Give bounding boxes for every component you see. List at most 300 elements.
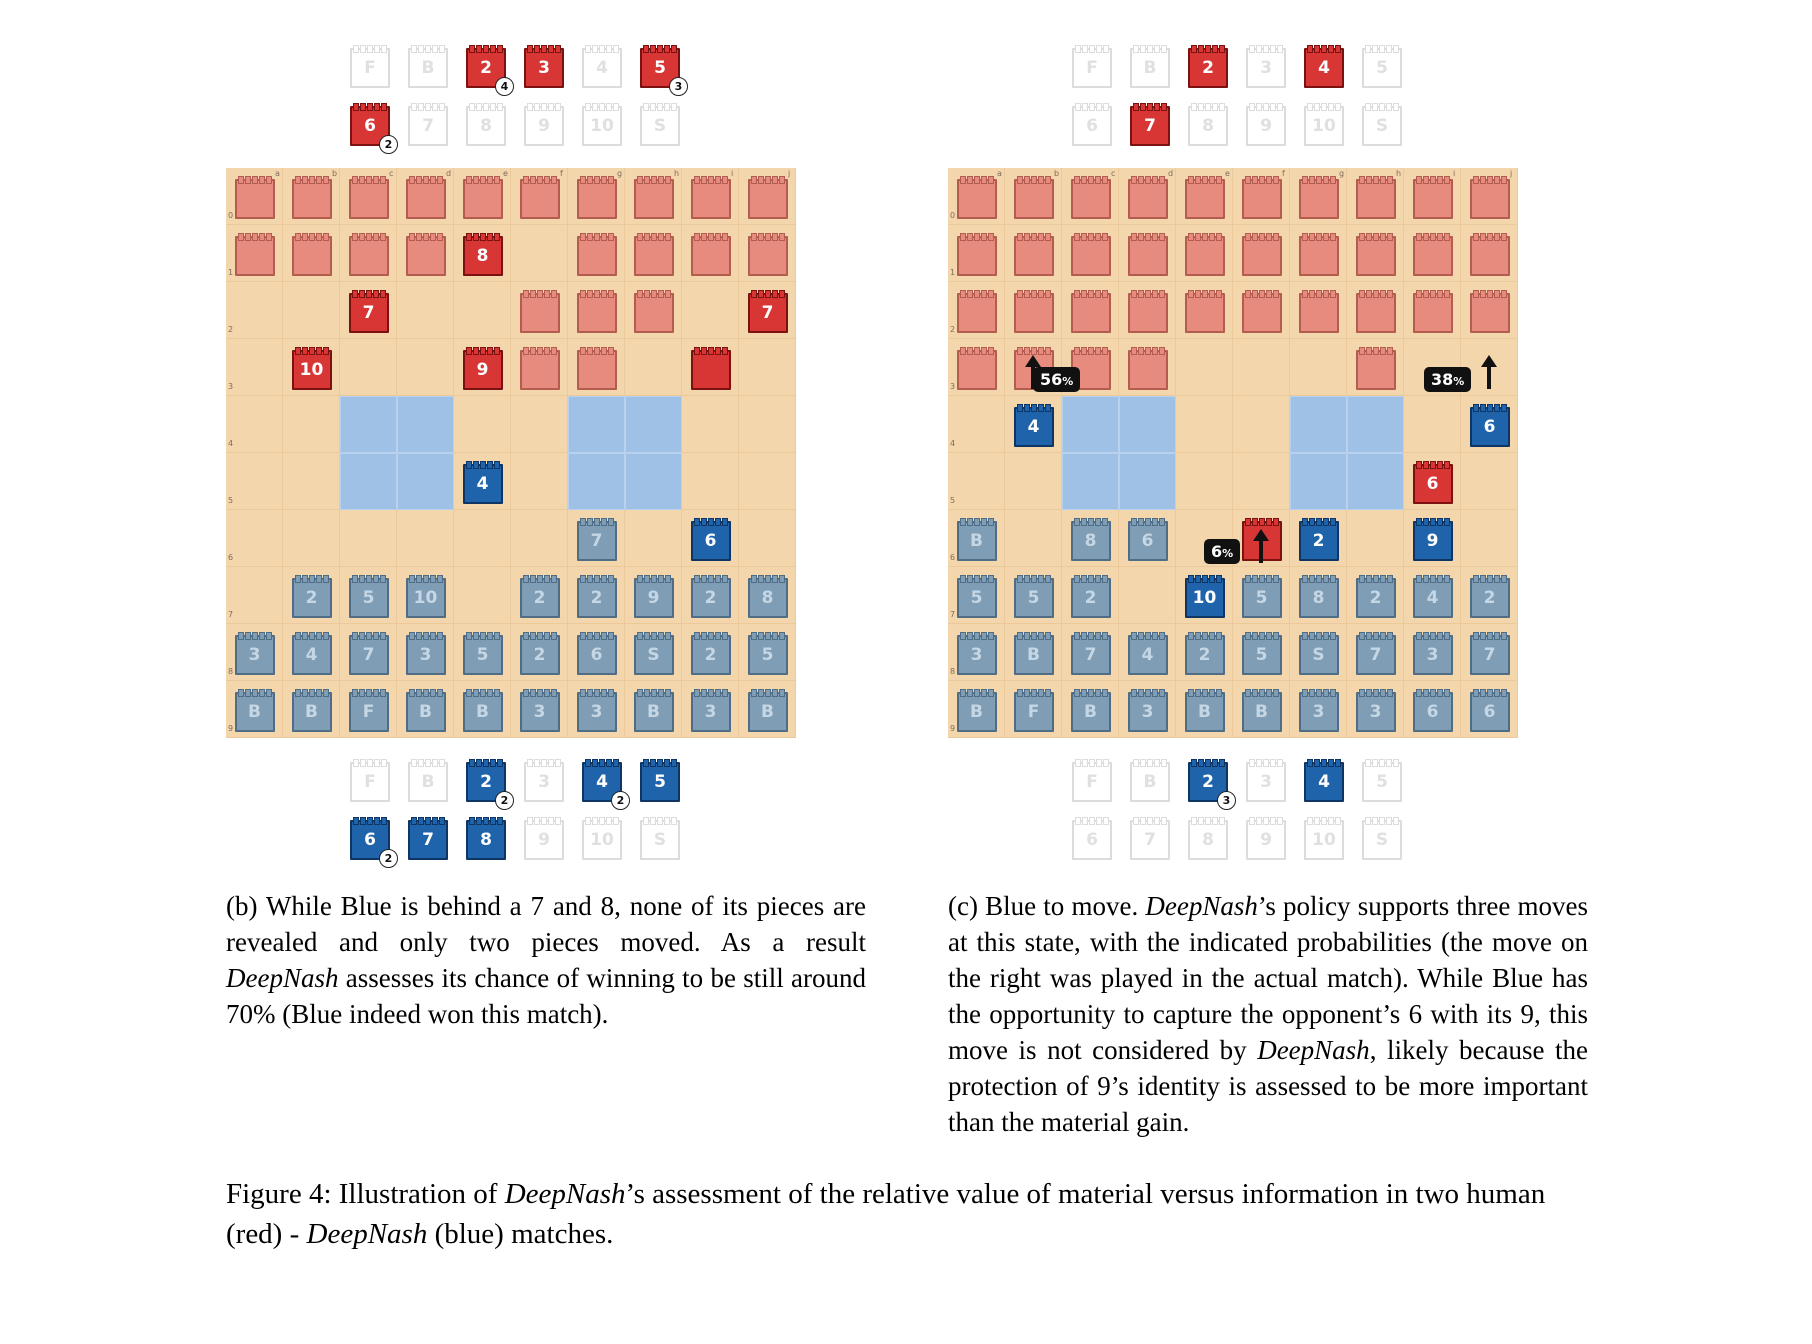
board-square[interactable] bbox=[1176, 339, 1233, 396]
blue-captured-piece-F bbox=[1072, 762, 1112, 802]
board-square[interactable] bbox=[1005, 453, 1062, 510]
piece-rank-label: 6 bbox=[1426, 473, 1439, 494]
blue-piece-4[interactable] bbox=[1413, 578, 1453, 618]
red-piece-hidden bbox=[1014, 236, 1054, 276]
blue-piece-3[interactable] bbox=[577, 692, 617, 732]
blue-piece-3[interactable] bbox=[957, 635, 997, 675]
piece-rank-label: 7 bbox=[362, 302, 375, 323]
piece-rank-label: 3 bbox=[704, 701, 717, 722]
blue-piece-3[interactable] bbox=[1356, 692, 1396, 732]
board-square[interactable] bbox=[511, 396, 568, 453]
subfigure-caption-b: (b) While Blue is behind a 7 and 8, none of its pieces are revealed and only two pieces moved. As a result DeepNash assesses its chance of winning to be still around 70% (Blue indeed won this match). bbox=[226, 891, 866, 1029]
board-square[interactable] bbox=[511, 453, 568, 510]
red-piece-hidden bbox=[577, 236, 617, 276]
blue-piece-6[interactable] bbox=[1128, 521, 1168, 561]
red-piece-hidden bbox=[691, 236, 731, 276]
piece-rank-label: 3 bbox=[1260, 58, 1272, 78]
red-piece-hidden bbox=[691, 179, 731, 219]
red-piece-hidden bbox=[748, 236, 788, 276]
lake-area bbox=[568, 396, 682, 510]
board-square[interactable] bbox=[340, 510, 397, 567]
board-square[interactable] bbox=[226, 396, 283, 453]
blue-piece-B[interactable] bbox=[292, 692, 332, 732]
red-captured-piece-F bbox=[1072, 48, 1112, 88]
piece-rank-label: 2 bbox=[480, 58, 492, 78]
red-captured-piece-5 bbox=[640, 48, 683, 93]
blue-captured-piece-2[interactable] bbox=[466, 762, 509, 807]
piece-rank-label: 5 bbox=[362, 587, 375, 608]
red-piece-7 bbox=[748, 293, 788, 333]
blue-piece-2[interactable] bbox=[1299, 521, 1339, 561]
board-square[interactable] bbox=[283, 453, 340, 510]
move-arrow-icon bbox=[1259, 539, 1263, 563]
blue-piece-B[interactable] bbox=[1071, 692, 1111, 732]
row-label: 6 bbox=[950, 553, 956, 562]
piece-rank-label: 2 bbox=[704, 644, 717, 665]
blue-piece-10[interactable] bbox=[406, 578, 446, 618]
blue-piece-S[interactable] bbox=[634, 635, 674, 675]
blue-piece-B[interactable] bbox=[1185, 692, 1225, 732]
blue-captured-piece-8[interactable] bbox=[466, 820, 506, 860]
piece-rank-label: 2 bbox=[590, 587, 603, 608]
piece-rank-label: 6 bbox=[704, 530, 717, 551]
blue-piece-8[interactable] bbox=[1299, 578, 1339, 618]
board-square[interactable] bbox=[1461, 453, 1518, 510]
row-label: 4 bbox=[950, 439, 956, 448]
piece-rank-label: 10 bbox=[299, 359, 324, 380]
lake-square bbox=[568, 396, 625, 453]
blue-piece-6[interactable] bbox=[1470, 692, 1510, 732]
column-label: e bbox=[503, 169, 508, 178]
move-probability-label: 38% bbox=[1424, 367, 1471, 392]
red-piece-hidden bbox=[520, 179, 560, 219]
red-captured-piece-8 bbox=[466, 106, 506, 146]
board-square[interactable] bbox=[226, 510, 283, 567]
piece-rank-label: 2 bbox=[480, 772, 492, 792]
column-label: g bbox=[617, 169, 623, 178]
blue-piece-B[interactable] bbox=[1242, 692, 1282, 732]
board-square[interactable] bbox=[454, 282, 511, 339]
blue-piece-7[interactable] bbox=[1470, 635, 1510, 675]
board-square[interactable] bbox=[226, 453, 283, 510]
lake-square bbox=[1347, 453, 1404, 510]
blue-piece-7[interactable] bbox=[1356, 635, 1396, 675]
piece-rank-label: F bbox=[362, 701, 375, 722]
red-captured-piece-2 bbox=[466, 48, 509, 93]
piece-rank-label: F bbox=[1086, 772, 1098, 792]
piece-rank-label: B bbox=[970, 530, 983, 551]
blue-captured-piece-4[interactable] bbox=[582, 762, 625, 807]
blue-piece-2[interactable] bbox=[691, 635, 731, 675]
column-label: g bbox=[1339, 169, 1345, 178]
piece-rank-label: 6 bbox=[1141, 530, 1154, 551]
blue-piece-3[interactable] bbox=[235, 635, 275, 675]
blue-piece-5[interactable] bbox=[748, 635, 788, 675]
red-piece-6 bbox=[1413, 464, 1453, 504]
lake-square bbox=[1119, 453, 1176, 510]
board-square[interactable] bbox=[739, 339, 796, 396]
board-square[interactable] bbox=[1461, 510, 1518, 567]
blue-piece-7[interactable] bbox=[577, 521, 617, 561]
lake-square bbox=[625, 453, 682, 510]
blue-piece-6[interactable] bbox=[1413, 692, 1453, 732]
board-square[interactable] bbox=[511, 510, 568, 567]
blue-captured-piece-10 bbox=[1304, 820, 1344, 860]
red-piece-hidden bbox=[1128, 293, 1168, 333]
blue-piece-S[interactable] bbox=[1299, 635, 1339, 675]
red-piece-hidden bbox=[520, 350, 560, 390]
red-piece-hidden bbox=[577, 293, 617, 333]
piece-rank-label: 6 bbox=[1086, 830, 1098, 850]
piece-rank-label: 4 bbox=[1318, 772, 1330, 792]
red-piece-hidden bbox=[1185, 293, 1225, 333]
board-square[interactable] bbox=[283, 510, 340, 567]
lake-square bbox=[1347, 396, 1404, 453]
piece-rank-label: B bbox=[970, 701, 983, 722]
row-label: 2 bbox=[228, 325, 234, 334]
red-piece-hidden bbox=[1299, 293, 1339, 333]
board-square[interactable] bbox=[1404, 396, 1461, 453]
red-piece-hidden bbox=[1356, 236, 1396, 276]
blue-piece-3[interactable] bbox=[691, 692, 731, 732]
blue-piece-2[interactable] bbox=[1470, 578, 1510, 618]
column-label: f bbox=[560, 169, 563, 178]
piece-rank-label: S bbox=[653, 830, 667, 850]
piece-rank-label: 5 bbox=[476, 644, 489, 665]
board-square[interactable] bbox=[739, 510, 796, 567]
board-square[interactable] bbox=[682, 453, 739, 510]
red-captured-piece-3 bbox=[1246, 48, 1286, 88]
row-label: 0 bbox=[950, 211, 956, 220]
red-piece-hidden bbox=[1413, 236, 1453, 276]
blue-piece-4[interactable] bbox=[463, 464, 503, 504]
blue-captured-piece-10 bbox=[582, 820, 622, 860]
piece-rank-label: S bbox=[1375, 830, 1389, 850]
blue-piece-2[interactable] bbox=[1071, 578, 1111, 618]
piece-rank-label: 8 bbox=[480, 830, 492, 850]
blue-captured-piece-8 bbox=[1188, 820, 1228, 860]
blue-captured-piece-5[interactable] bbox=[640, 762, 680, 802]
blue-captured-piece-7[interactable] bbox=[408, 820, 448, 860]
board-square[interactable] bbox=[397, 282, 454, 339]
piece-rank-label: 3 bbox=[1369, 701, 1382, 722]
blue-piece-10[interactable] bbox=[1185, 578, 1225, 618]
blue-piece-B[interactable] bbox=[957, 692, 997, 732]
piece-rank-label: 3 bbox=[1260, 772, 1272, 792]
board-square[interactable] bbox=[1119, 567, 1176, 624]
captured-count-badge: 2 bbox=[495, 791, 514, 810]
board-square[interactable] bbox=[625, 339, 682, 396]
piece-rank-label: 3 bbox=[538, 58, 550, 78]
blue-piece-5[interactable] bbox=[1242, 635, 1282, 675]
blue-captured-piece-S bbox=[1362, 820, 1402, 860]
blue-captured-piece-6[interactable] bbox=[350, 820, 393, 865]
blue-piece-9[interactable] bbox=[634, 578, 674, 618]
blue-captured-piece-S bbox=[640, 820, 680, 860]
piece-rank-label: B bbox=[421, 772, 435, 792]
piece-rank-label: 9 bbox=[1260, 830, 1272, 850]
blue-piece-5[interactable] bbox=[957, 578, 997, 618]
blue-piece-5[interactable] bbox=[1242, 578, 1282, 618]
blue-piece-3[interactable] bbox=[1413, 635, 1453, 675]
blue-captured-piece-B bbox=[408, 762, 448, 802]
blue-piece-8[interactable] bbox=[748, 578, 788, 618]
red-captured-piece-4 bbox=[1304, 48, 1344, 88]
blue-piece-F[interactable] bbox=[1014, 692, 1054, 732]
piece-rank-label: 2 bbox=[533, 644, 546, 665]
red-piece-hidden bbox=[957, 350, 997, 390]
piece-rank-label: 3 bbox=[1141, 701, 1154, 722]
piece-rank-label: 3 bbox=[419, 644, 432, 665]
piece-rank-label: 3 bbox=[590, 701, 603, 722]
board-square[interactable] bbox=[226, 567, 283, 624]
board-square[interactable] bbox=[226, 282, 283, 339]
board-square[interactable] bbox=[454, 396, 511, 453]
blue-piece-2[interactable] bbox=[1356, 578, 1396, 618]
piece-rank-label: 4 bbox=[1141, 644, 1154, 665]
piece-rank-label: 9 bbox=[538, 830, 550, 850]
board-square[interactable] bbox=[1005, 510, 1062, 567]
piece-rank-label: 2 bbox=[1202, 58, 1214, 78]
piece-rank-label: 5 bbox=[970, 587, 983, 608]
piece-rank-label: 5 bbox=[761, 644, 774, 665]
red-piece-hidden bbox=[634, 236, 674, 276]
lake-square bbox=[625, 396, 682, 453]
red-piece-hidden bbox=[1299, 179, 1339, 219]
red-piece-hidden bbox=[1356, 293, 1396, 333]
move-probability-label: 6% bbox=[1204, 539, 1240, 564]
piece-rank-label: 8 bbox=[1202, 830, 1214, 850]
red-captured-piece-2 bbox=[1188, 48, 1228, 88]
red-captured-piece-8 bbox=[1188, 106, 1228, 146]
blue-piece-2[interactable] bbox=[1185, 635, 1225, 675]
piece-rank-label: 10 bbox=[413, 587, 438, 608]
board-square[interactable] bbox=[283, 282, 340, 339]
board-square[interactable] bbox=[397, 339, 454, 396]
board-square[interactable] bbox=[625, 510, 682, 567]
board-square[interactable] bbox=[1176, 396, 1233, 453]
blue-piece-8[interactable] bbox=[1071, 521, 1111, 561]
column-label: j bbox=[1510, 169, 1513, 178]
row-label: 9 bbox=[950, 724, 956, 733]
board-square[interactable] bbox=[226, 339, 283, 396]
board-square[interactable] bbox=[397, 510, 454, 567]
blue-piece-B[interactable] bbox=[463, 692, 503, 732]
red-captured-piece-6 bbox=[1072, 106, 1112, 146]
board-square[interactable] bbox=[454, 567, 511, 624]
red-piece-hidden bbox=[1128, 236, 1168, 276]
blue-piece-B[interactable] bbox=[406, 692, 446, 732]
red-captured-piece-10 bbox=[1304, 106, 1344, 146]
blue-piece-5[interactable] bbox=[349, 578, 389, 618]
board-square[interactable] bbox=[739, 453, 796, 510]
piece-rank-label: 3 bbox=[1312, 701, 1325, 722]
captured-count-badge: 4 bbox=[495, 77, 514, 96]
blue-piece-5[interactable] bbox=[1014, 578, 1054, 618]
red-piece-hidden bbox=[1299, 236, 1339, 276]
lake-square bbox=[1119, 396, 1176, 453]
red-captured-piece-B bbox=[1130, 48, 1170, 88]
board-square[interactable] bbox=[340, 339, 397, 396]
red-piece-hidden bbox=[957, 179, 997, 219]
red-piece-hidden bbox=[349, 236, 389, 276]
red-piece-hidden bbox=[1128, 179, 1168, 219]
blue-piece-F[interactable] bbox=[349, 692, 389, 732]
move-probability-label: 56% bbox=[1033, 367, 1080, 392]
board-square[interactable] bbox=[948, 453, 1005, 510]
blue-captured-piece-7 bbox=[1130, 820, 1170, 860]
board-square[interactable] bbox=[682, 282, 739, 339]
blue-piece-3[interactable] bbox=[406, 635, 446, 675]
row-label: 4 bbox=[228, 439, 234, 448]
blue-piece-2[interactable] bbox=[520, 578, 560, 618]
red-piece-hidden bbox=[235, 179, 275, 219]
piece-rank-label: 6 bbox=[1426, 701, 1439, 722]
piece-rank-label: B bbox=[1198, 701, 1211, 722]
blue-piece-3[interactable] bbox=[520, 692, 560, 732]
blue-captured-piece-4[interactable] bbox=[1304, 762, 1344, 802]
piece-rank-label: 4 bbox=[596, 58, 608, 78]
red-piece-hidden bbox=[1185, 236, 1225, 276]
piece-rank-label: 4 bbox=[476, 473, 489, 494]
lake-square bbox=[1290, 396, 1347, 453]
blue-piece-9[interactable] bbox=[1413, 521, 1453, 561]
column-label: a bbox=[997, 169, 1002, 178]
red-piece-hidden bbox=[577, 350, 617, 390]
blue-piece-5[interactable] bbox=[463, 635, 503, 675]
piece-rank-label: 8 bbox=[1202, 116, 1214, 136]
piece-rank-label: 5 bbox=[1376, 58, 1388, 78]
captured-count-badge: 3 bbox=[669, 77, 688, 96]
red-captured-piece-S bbox=[640, 106, 680, 146]
red-captured-piece-B bbox=[408, 48, 448, 88]
piece-rank-label: 6 bbox=[1483, 416, 1496, 437]
row-label: 5 bbox=[228, 496, 234, 505]
blue-piece-B[interactable] bbox=[235, 692, 275, 732]
lake-square bbox=[1290, 453, 1347, 510]
blue-captured-piece-2[interactable] bbox=[1188, 762, 1231, 807]
board-square[interactable] bbox=[1233, 339, 1290, 396]
red-piece-hidden bbox=[1413, 179, 1453, 219]
piece-rank-label: 2 bbox=[704, 587, 717, 608]
red-piece-hidden bbox=[1014, 293, 1054, 333]
piece-rank-label: S bbox=[647, 644, 660, 665]
piece-rank-label: 10 bbox=[590, 830, 614, 850]
piece-rank-label: B bbox=[419, 701, 432, 722]
piece-rank-label: 6 bbox=[1483, 701, 1496, 722]
board-square[interactable] bbox=[739, 396, 796, 453]
captured-count-badge: 2 bbox=[379, 135, 398, 154]
figure-caption: Figure 4: Illustration of DeepNash’s assessment of the relative value of material versus information in two human (red) - DeepNash (blue) matches. bbox=[226, 1178, 1546, 1250]
move-arrow-icon bbox=[1487, 365, 1491, 389]
red-captured-piece-10 bbox=[582, 106, 622, 146]
piece-rank-label: 9 bbox=[1426, 530, 1439, 551]
piece-rank-label: B bbox=[647, 701, 660, 722]
blue-piece-6[interactable] bbox=[1470, 407, 1510, 447]
blue-piece-4[interactable] bbox=[1128, 635, 1168, 675]
column-label: h bbox=[674, 169, 680, 178]
board-square[interactable] bbox=[1233, 396, 1290, 453]
blue-piece-3[interactable] bbox=[1299, 692, 1339, 732]
row-label: 7 bbox=[228, 610, 234, 619]
piece-rank-label: 6 bbox=[1086, 116, 1098, 136]
red-piece-hidden bbox=[1242, 293, 1282, 333]
board-square[interactable] bbox=[1290, 339, 1347, 396]
board-square[interactable] bbox=[1347, 510, 1404, 567]
red-piece-hidden bbox=[292, 179, 332, 219]
board-square[interactable] bbox=[283, 396, 340, 453]
red-captured-piece-7 bbox=[408, 106, 448, 146]
lake-square bbox=[1062, 396, 1119, 453]
blue-piece-2[interactable] bbox=[691, 578, 731, 618]
board-square[interactable] bbox=[1233, 453, 1290, 510]
piece-rank-label: 2 bbox=[1084, 587, 1097, 608]
piece-rank-label: 8 bbox=[1084, 530, 1097, 551]
red-piece-hidden bbox=[577, 179, 617, 219]
red-piece-hidden bbox=[235, 236, 275, 276]
blue-captured-piece-3 bbox=[524, 762, 564, 802]
red-piece-hidden bbox=[406, 236, 446, 276]
red-piece-hidden bbox=[520, 293, 560, 333]
column-label: h bbox=[1396, 169, 1402, 178]
blue-piece-6[interactable] bbox=[691, 521, 731, 561]
blue-piece-2[interactable] bbox=[520, 635, 560, 675]
piece-rank-label: 9 bbox=[538, 116, 550, 136]
red-piece-hidden bbox=[1128, 350, 1168, 390]
row-label: 8 bbox=[228, 667, 234, 676]
row-label: 7 bbox=[950, 610, 956, 619]
row-label: 9 bbox=[228, 724, 234, 733]
red-captured-piece-F bbox=[350, 48, 390, 88]
piece-rank-label: B bbox=[1143, 772, 1157, 792]
blue-piece-3[interactable] bbox=[1128, 692, 1168, 732]
red-captured-piece-9 bbox=[524, 106, 564, 146]
piece-rank-label: S bbox=[1312, 644, 1325, 665]
red-piece-hidden bbox=[1470, 293, 1510, 333]
piece-rank-label: B bbox=[1084, 701, 1097, 722]
red-piece-hidden bbox=[1470, 236, 1510, 276]
blue-piece-B[interactable] bbox=[1014, 635, 1054, 675]
blue-piece-B[interactable] bbox=[748, 692, 788, 732]
blue-piece-7[interactable] bbox=[349, 635, 389, 675]
board-square[interactable] bbox=[511, 225, 568, 282]
blue-piece-7[interactable] bbox=[1071, 635, 1111, 675]
board-square[interactable] bbox=[948, 396, 1005, 453]
board-square[interactable] bbox=[454, 510, 511, 567]
piece-rank-label: 5 bbox=[1255, 587, 1268, 608]
piece-rank-label: 6 bbox=[590, 644, 603, 665]
board-square[interactable] bbox=[682, 396, 739, 453]
lake-area bbox=[340, 396, 454, 510]
piece-rank-label: B bbox=[1255, 701, 1268, 722]
blue-piece-4[interactable] bbox=[1014, 407, 1054, 447]
piece-rank-label: F bbox=[1086, 58, 1098, 78]
blue-piece-2[interactable] bbox=[577, 578, 617, 618]
blue-piece-B[interactable] bbox=[957, 521, 997, 561]
lake-square bbox=[1062, 453, 1119, 510]
piece-rank-label: S bbox=[1375, 116, 1389, 136]
blue-piece-4[interactable] bbox=[292, 635, 332, 675]
piece-rank-label: 3 bbox=[970, 644, 983, 665]
piece-rank-label: F bbox=[1027, 701, 1040, 722]
piece-rank-label: B bbox=[305, 701, 318, 722]
board-square[interactable] bbox=[1176, 453, 1233, 510]
blue-piece-B[interactable] bbox=[634, 692, 674, 732]
column-label: b bbox=[1054, 169, 1060, 178]
blue-piece-6[interactable] bbox=[577, 635, 617, 675]
lake-area bbox=[1290, 396, 1404, 510]
blue-piece-2[interactable] bbox=[292, 578, 332, 618]
